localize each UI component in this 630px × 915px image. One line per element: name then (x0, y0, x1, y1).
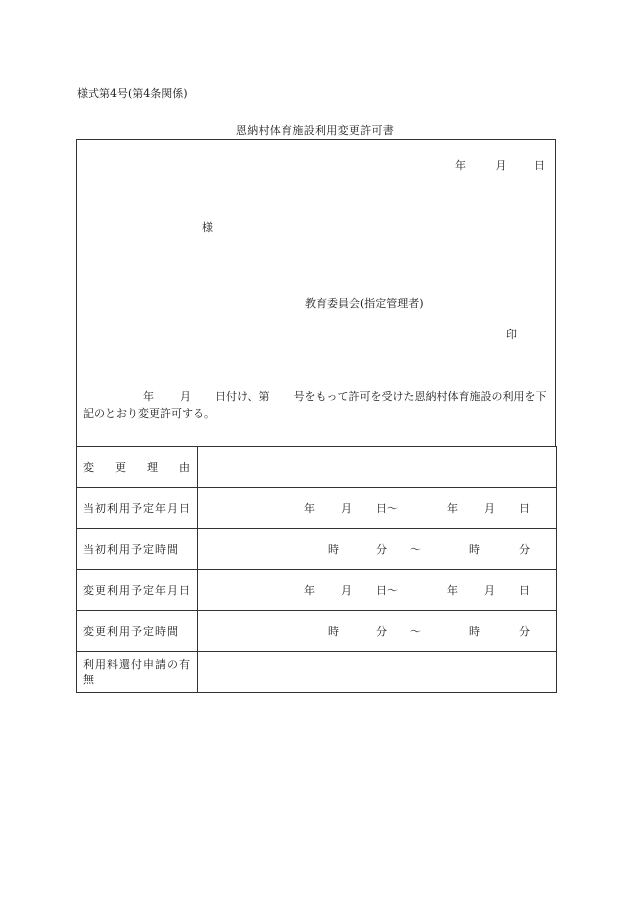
date-month-to: 月 (484, 502, 495, 515)
date-year: 年 (304, 584, 315, 597)
date-year: 年 (455, 159, 466, 172)
date-month: 月 (341, 584, 352, 597)
body-text (83, 388, 549, 422)
time-hour-to: 時 (469, 625, 480, 638)
row-label-changed-date: 変更利用予定年月日 (77, 570, 198, 611)
time-minute-to: 分 (519, 625, 530, 638)
time-tilde: 〜 (410, 543, 421, 556)
time-minute: 分 (376, 625, 387, 638)
table-row (77, 570, 557, 611)
body-year: 年 (143, 390, 154, 403)
form-number: 様式第4号(第4条関係) (77, 87, 188, 100)
body-statement: 号をもって許可を受けた恩納村体育施設の利用を下記のとおり変更許可する。 (83, 390, 547, 420)
body-dated: 日付け、第 (215, 390, 270, 403)
detail-table (76, 446, 557, 693)
row-label-reason: 変 更 理 由 (77, 447, 198, 488)
row-label-changed-time: 変更利用予定時間 (77, 611, 198, 652)
date-year-to: 年 (447, 502, 458, 515)
row-label-refund: 利用料還付申請の有無 (77, 652, 198, 693)
time-hour: 時 (328, 625, 339, 638)
date-line (455, 157, 545, 173)
table-row (77, 529, 557, 570)
original-date-field[interactable] (198, 488, 557, 529)
table-row (77, 652, 557, 693)
date-year: 年 (304, 502, 315, 515)
row-label-original-date: 当初利用予定年月日 (77, 488, 198, 529)
time-tilde: 〜 (410, 625, 421, 638)
time-hour: 時 (328, 543, 339, 556)
seal-mark: 印 (506, 328, 517, 341)
original-time-field[interactable] (198, 529, 557, 570)
date-month: 月 (495, 159, 507, 172)
changed-time-field[interactable] (198, 611, 557, 652)
refund-field[interactable] (198, 652, 557, 693)
date-month-to: 月 (484, 584, 495, 597)
time-hour-to: 時 (469, 543, 480, 556)
date-day-to: 日 (519, 502, 530, 515)
reason-field[interactable] (198, 447, 557, 488)
date-day-from: 日〜 (376, 502, 398, 515)
body-month: 月 (180, 390, 191, 403)
letter-box (76, 139, 556, 447)
changed-date-field[interactable] (198, 570, 557, 611)
issuer: 教育委員会(指定管理者) (305, 297, 424, 310)
date-day-to: 日 (519, 584, 530, 597)
time-minute: 分 (376, 543, 387, 556)
document-title: 恩納村体育施設利用変更許可書 (235, 124, 395, 137)
date-year-to: 年 (447, 584, 458, 597)
table-row (77, 447, 557, 488)
row-label-original-time: 当初利用予定時間 (77, 529, 198, 570)
date-day-from: 日〜 (376, 584, 398, 597)
table-row (77, 488, 557, 529)
date-month: 月 (341, 502, 352, 515)
date-day: 日 (534, 159, 545, 172)
time-minute-to: 分 (519, 543, 530, 556)
addressee-suffix: 様 (202, 221, 213, 234)
table-row (77, 611, 557, 652)
